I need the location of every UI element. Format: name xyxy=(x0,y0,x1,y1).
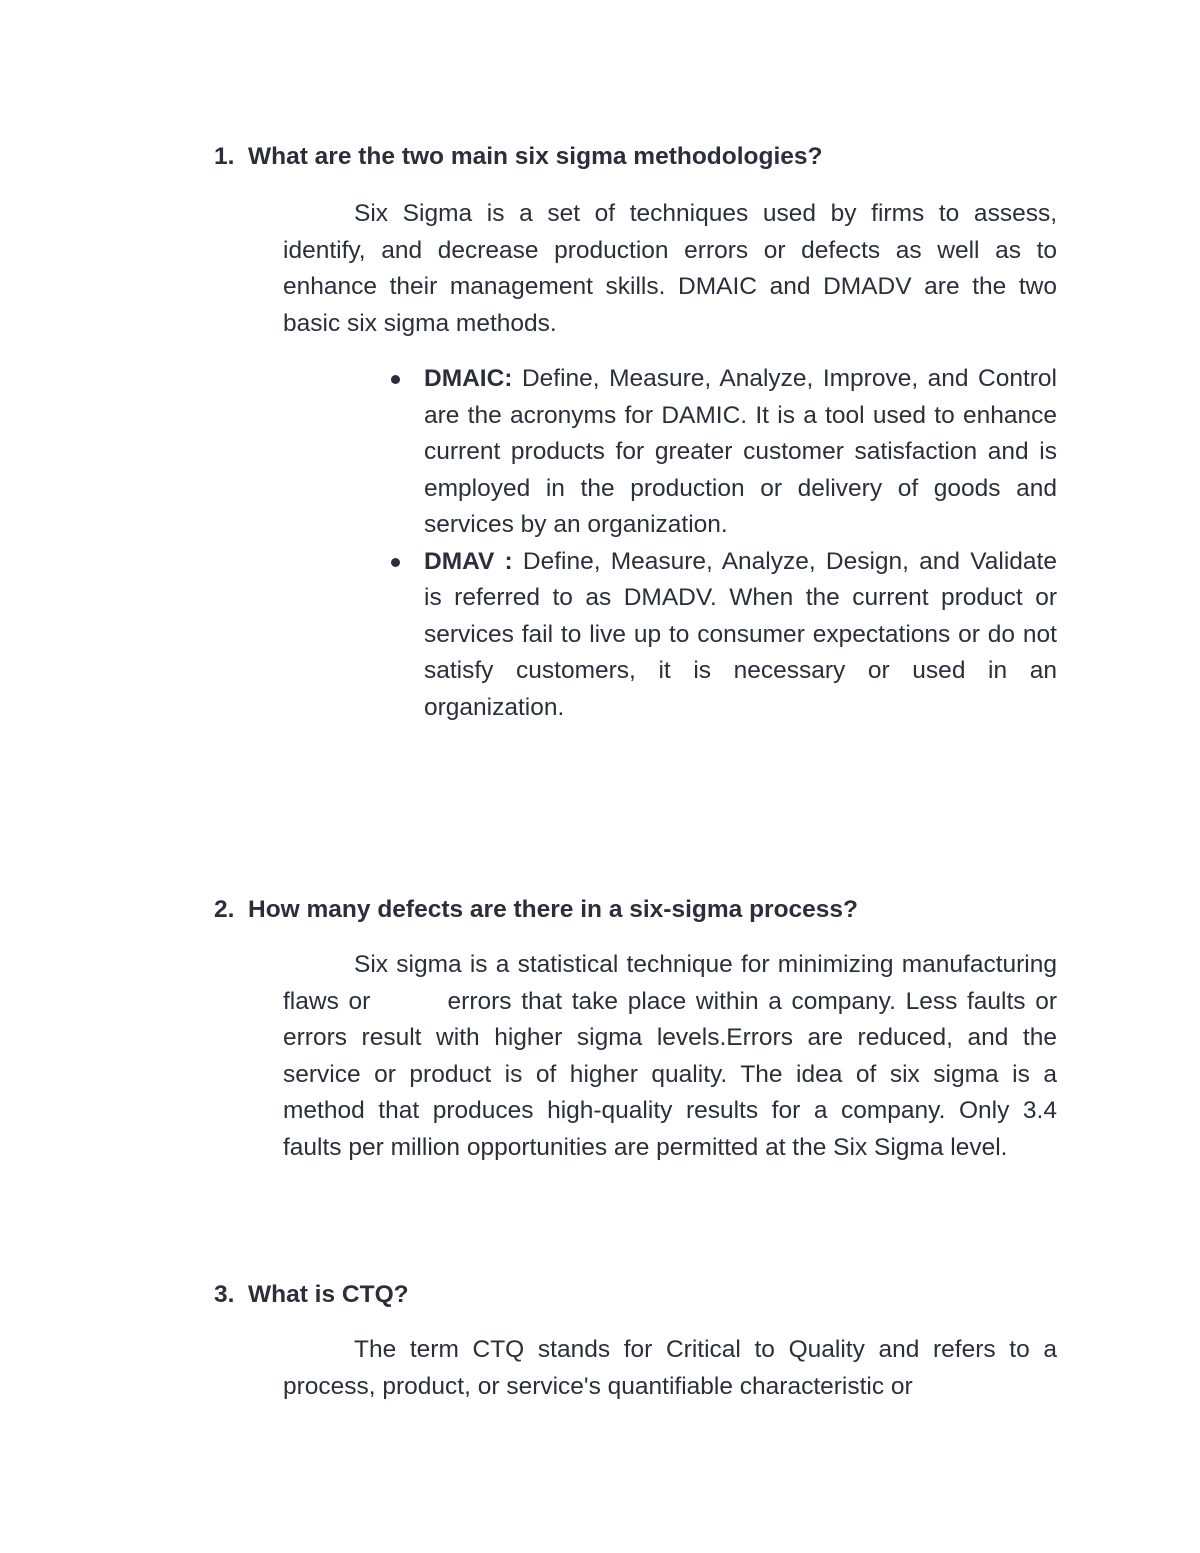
question-1-number: 1. xyxy=(214,143,235,170)
question-1-bullet-list xyxy=(386,361,1057,726)
question-2-number: 2. xyxy=(214,896,235,923)
bullet-text: Define, Measure, Analyze, Improve, and Control are the acronyms for DAMIC. It is a tool used to enhance current products for greater customer satisfaction and is employed in the production or delivery of goods and services by an organization. xyxy=(424,365,1057,538)
bullet-dot-icon xyxy=(391,558,400,567)
question-2-paragraph: Six sigma is a statistical technique for minimizing manufacturing flaws or errors that take place within a company. Less faults or errors result with higher sigma levels.Errors are reduced, and the service or product is of higher quality. The idea of six sigma is a method that produces high-quality results for a company. Only 3.4 faults per million opportunities are permitted at the Six Sigma level. xyxy=(283,951,1064,1161)
bullet-term: DMAIC: xyxy=(424,365,513,392)
question-1-paragraph: Six Sigma is a set of techniques used by firms to assess, identify, and decrease production errors or defects as well as to enhance their management skills. DMAIC and DMADV are the two basic six sigma methods. xyxy=(283,200,1057,337)
question-3-heading xyxy=(214,1280,409,1310)
question-2-heading xyxy=(214,895,858,925)
question-3-number: 3. xyxy=(214,1281,235,1308)
bullet-dot-icon xyxy=(391,375,400,384)
bullet-text: Define, Measure, Analyze, Design, and Validate is referred to as DMADV. When the current product or services fail to live up to consumer expectations or do not satisfy customers, it is necessary or used in an organization. xyxy=(424,547,1057,721)
bullet-term: DMAV : xyxy=(424,547,513,575)
question-3-paragraph: The term CTQ stands for Critical to Quality and refers to a process, product, or service's quantifiable characteristic or xyxy=(283,1336,1057,1400)
question-3-title: What is CTQ? xyxy=(248,1281,409,1308)
bullet-item-dmav xyxy=(386,544,1057,727)
question-1-heading xyxy=(214,142,822,172)
question-1-title: What are the two main six sigma methodologies? xyxy=(248,143,823,170)
bullet-item-dmaic xyxy=(386,361,1057,544)
question-2-title: How many defects are there in a six-sigma process? xyxy=(248,896,859,923)
